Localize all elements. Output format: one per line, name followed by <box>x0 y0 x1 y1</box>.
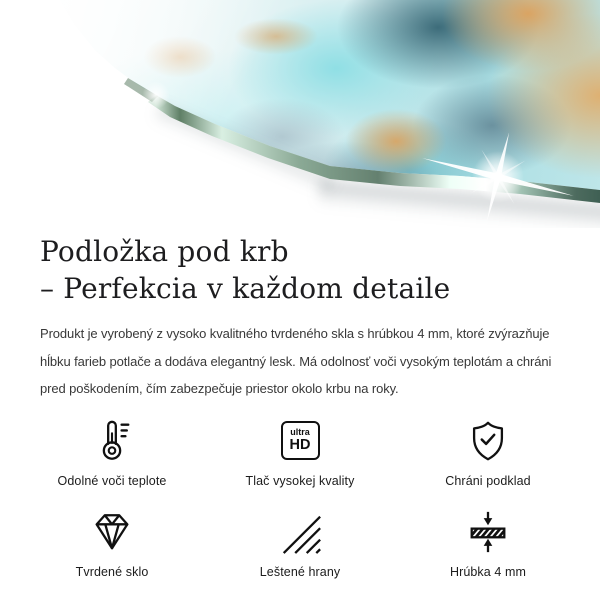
page-title <box>40 233 560 307</box>
features-grid <box>18 417 560 579</box>
icon-box <box>465 417 511 465</box>
title-line-2: – Perfekcia v každom detaile <box>40 272 451 305</box>
thickness-icon <box>465 509 511 555</box>
product-info-section <box>0 233 600 579</box>
feature-label: Tvrdené sklo <box>75 564 149 579</box>
product-photo <box>0 0 600 228</box>
shield-check-icon <box>465 418 511 464</box>
icon-box <box>281 417 320 465</box>
feature-polished-edges <box>206 508 394 579</box>
ultra-hd-icon <box>281 421 320 460</box>
product-description: Produkt je vyrobený z vysoko kvalitného tvrdeného skla s hrúbkou 4 mm, ktoré zvýrazňuje hĺbku farieb potlače a dodáva elegantný lesk. Má odolnosť voči vysokým teplotám a chráni pred poškodením, čím zabezpečuje priestor okolo krbu na roky. <box>40 326 552 396</box>
feature-thickness <box>394 508 582 579</box>
feature-heat-resistant <box>18 417 206 488</box>
feature-print-quality <box>206 417 394 488</box>
feature-label: Chráni podklad <box>445 473 531 488</box>
sparkle-flare-icon <box>413 112 583 228</box>
feature-label: Odolné voči teplote <box>57 473 167 488</box>
feature-label: Tlač vysokej kvality <box>245 473 355 488</box>
title-line-1: Podložka pod krb <box>40 235 289 268</box>
icon-box <box>89 417 135 465</box>
ultra-hd-label-bottom: HD <box>289 437 311 454</box>
feature-label: Leštené hrany <box>259 564 341 579</box>
icon-box <box>89 508 135 556</box>
icon-box <box>277 508 323 556</box>
feature-tempered-glass <box>18 508 206 579</box>
thermometer-icon <box>89 418 135 464</box>
corner-glint-icon <box>141 80 171 110</box>
ultra-hd-label-top: ultra <box>290 427 310 438</box>
feature-protects-surface <box>394 417 582 488</box>
icon-box <box>465 508 511 556</box>
diamond-icon <box>89 509 135 555</box>
polished-edges-icon <box>277 509 323 555</box>
feature-label: Hrúbka 4 mm <box>449 564 527 579</box>
